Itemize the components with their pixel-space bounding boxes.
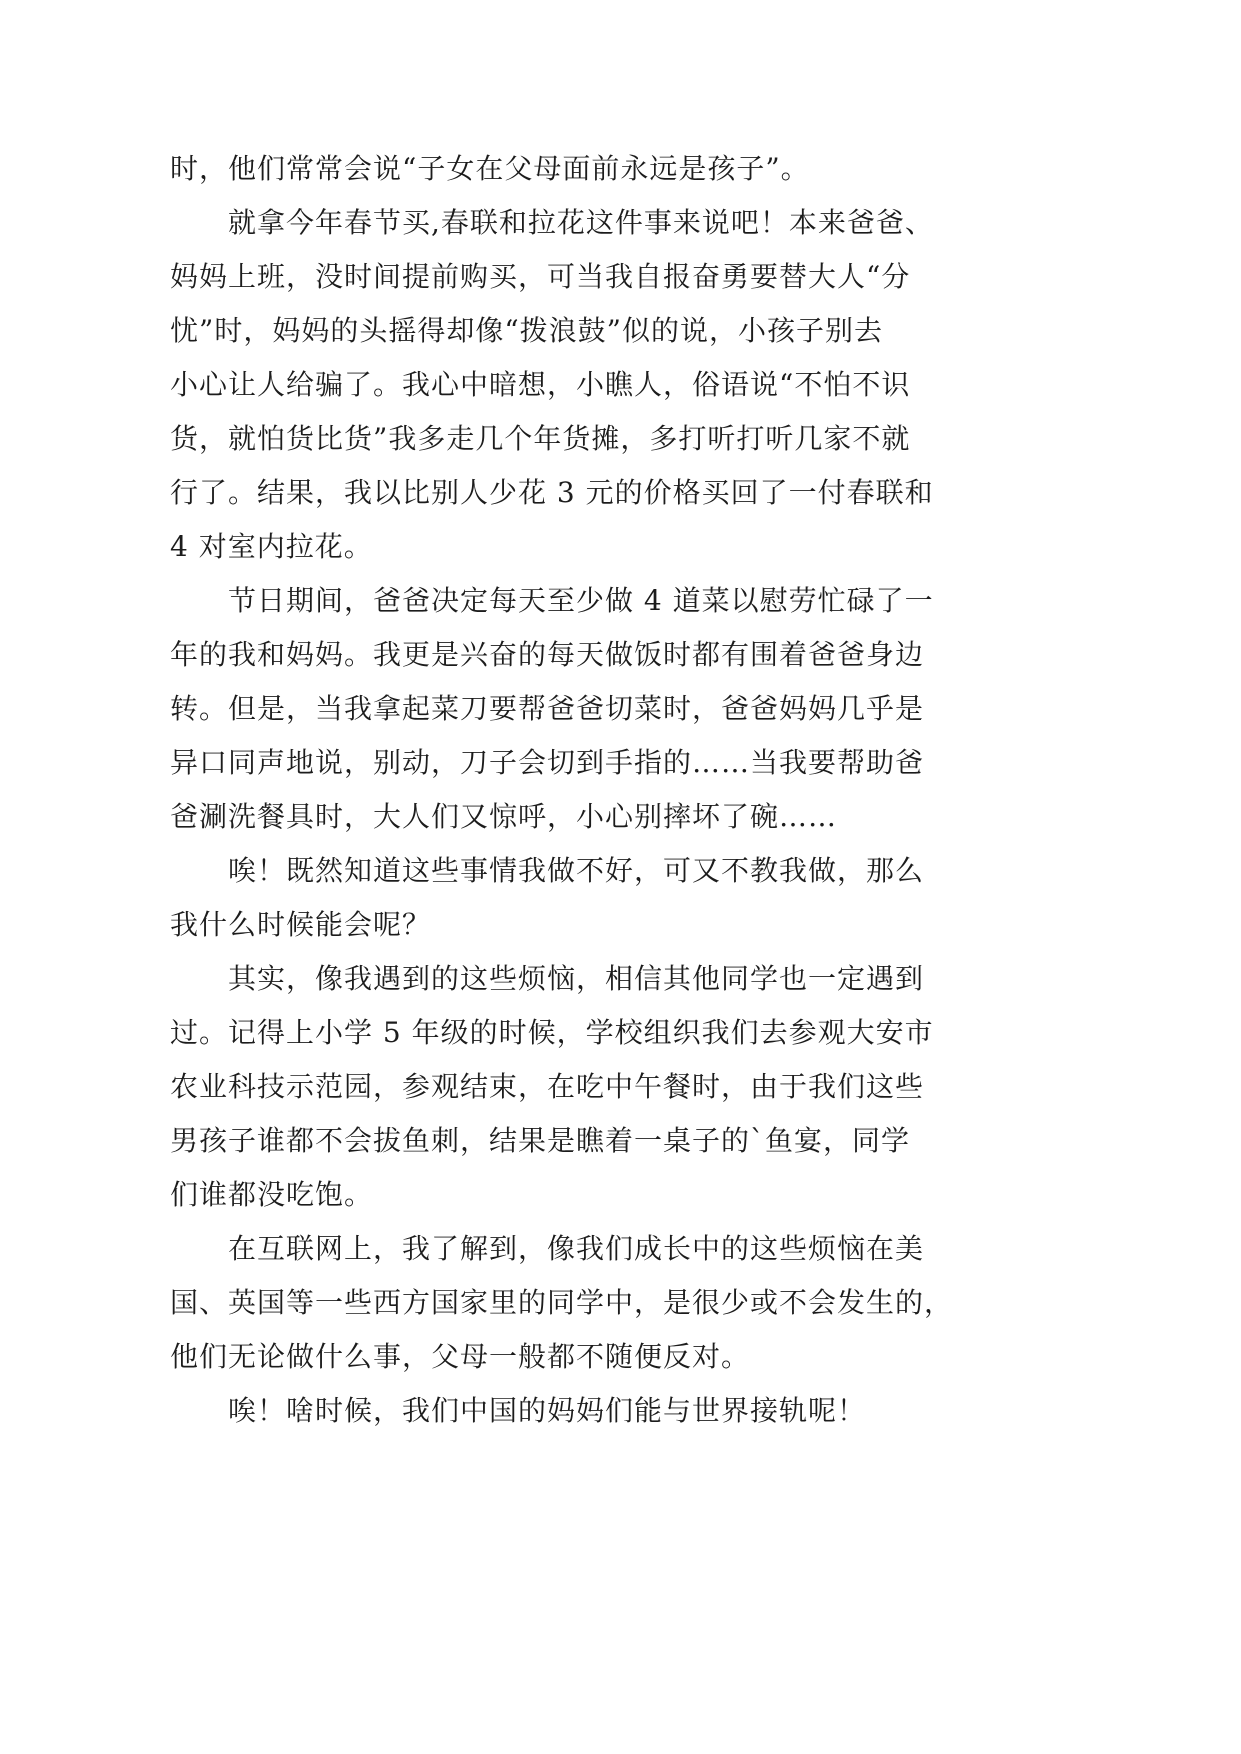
- text-line: 在互联网上，我了解到，像我们成长中的这些烦恼在美: [228, 1232, 925, 1265]
- text-line: 年的我和妈妈。我更是兴奋的每天做饭时都有围着爸爸身边: [170, 638, 925, 671]
- text-line: 们谁都没吃饱。: [170, 1178, 374, 1211]
- text-line: 爸涮洗餐具时，大人们又惊呼，小心别摔坏了碗……: [170, 800, 838, 833]
- text-line: 转。但是，当我拿起菜刀要帮爸爸切菜时，爸爸妈妈几乎是: [170, 692, 925, 725]
- paragraph: [170, 952, 970, 1222]
- text-line: 妈妈上班，没时间提前购买，可当我自报奋勇要替大人“分: [170, 260, 911, 293]
- text-line: 忧”时，妈妈的头摇得却像“拨浪鼓”似的说，小孩子别去: [170, 314, 883, 347]
- text-line: 货，就怕货比货”我多走几个年货摊，多打听打听几家不就: [170, 422, 911, 455]
- text-line: 国、英国等一些西方国家里的同学中，是很少或不会发生的，: [170, 1286, 954, 1319]
- essay-body: [170, 142, 970, 1438]
- text-line: 农业科技示范园，参观结束，在吃中午餐时，由于我们这些: [170, 1070, 925, 1103]
- text-line: 节日期间，爸爸决定每天至少做 4 道菜以慰劳忙碌了一: [228, 584, 934, 617]
- paragraph: [170, 1222, 970, 1384]
- text-line: 异口同声地说，别动，刀子会切到手指的……当我要帮助爸: [170, 746, 925, 779]
- text-line: 其实，像我遇到的这些烦恼，相信其他同学也一定遇到: [228, 962, 925, 995]
- text-line: 小心让人给骗了。我心中暗想，小瞧人，俗语说“不怕不识: [170, 368, 911, 401]
- text-line: 过。记得上小学 5 年级的时候，学校组织我们去参观大安市: [170, 1016, 934, 1049]
- paragraph: [170, 142, 970, 196]
- text-line: 4 对室内拉花。: [170, 530, 373, 563]
- text-line: 行了。结果，我以比别人少花 3 元的价格买回了一付春联和: [170, 476, 934, 509]
- paragraph: [170, 574, 970, 844]
- text-line: 他们无论做什么事，父母一般都不随便反对。: [170, 1340, 751, 1373]
- paragraph: [170, 196, 970, 574]
- text-line: 唉！既然知道这些事情我做不好，可又不教我做，那么: [228, 854, 925, 887]
- text-line: 唉！啥时候，我们中国的妈妈们能与世界接轨呢！: [228, 1394, 867, 1427]
- paragraph: [170, 844, 970, 952]
- text-line: 就拿今年春节买,春联和拉花这件事来说吧！本来爸爸、: [228, 206, 934, 239]
- text-line: 男孩子谁都不会拔鱼刺，结果是瞧着一桌子的`鱼宴，同学: [170, 1124, 911, 1157]
- text-line: 我什么时候能会呢？: [170, 908, 432, 941]
- text-line: 时，他们常常会说“子女在父母面前永远是孩子”。: [170, 152, 810, 185]
- paragraph: [170, 1384, 970, 1438]
